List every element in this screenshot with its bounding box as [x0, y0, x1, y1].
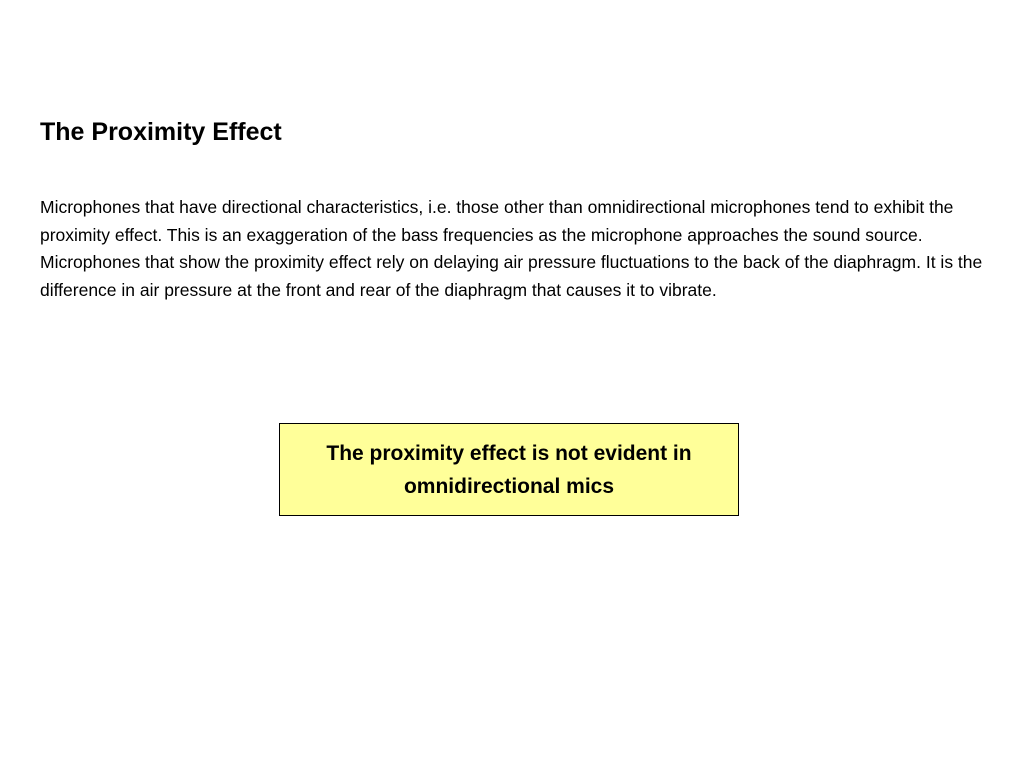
callout-text: The proximity effect is not evident in omnidirectional mics — [326, 441, 692, 498]
callout-box — [279, 423, 739, 516]
slide-title: The Proximity Effect — [40, 118, 282, 146]
body-paragraph: Microphones that have directional characteristics, i.e. those other than omnidirectional microphones tend to exhibit the proximity effect. This is an exaggeration of the bass frequencies as the microphone approaches the sound source. Microphones that show the proximity effect rely on delaying air pressure fluctuations to the back of the diaphragm. It is the difference in air pressure at the front and rear of the diaphragm that causes it to vibrate. — [40, 197, 983, 300]
